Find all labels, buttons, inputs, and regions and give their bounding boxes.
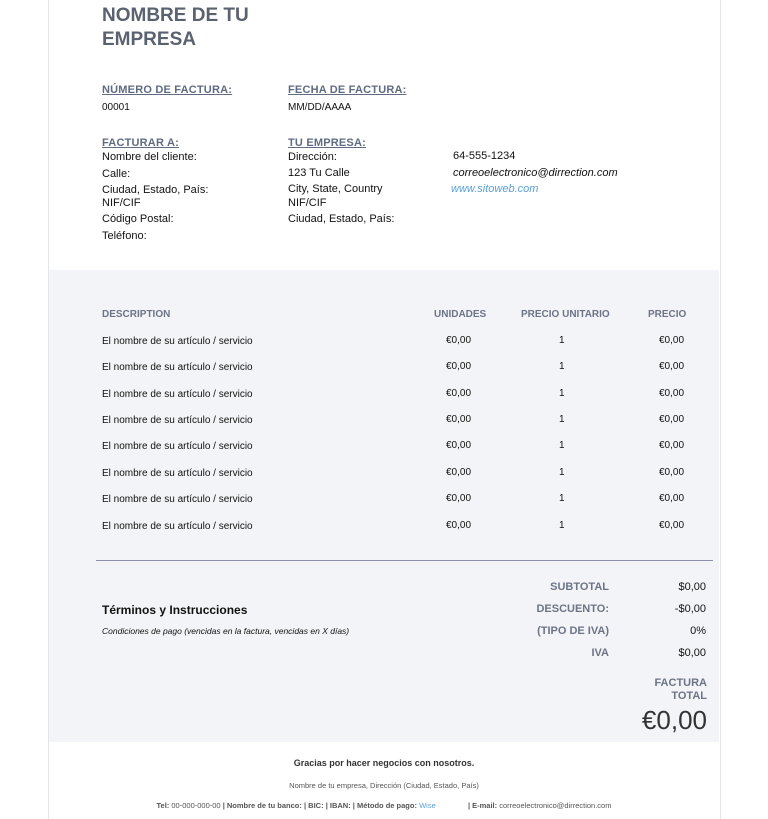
discount-label: DESCUENTO: bbox=[536, 603, 609, 615]
row-price: €0,00 bbox=[659, 440, 685, 451]
invoice-number-label: NÚMERO DE FACTURA: bbox=[102, 84, 233, 96]
row-unit-price: 1 bbox=[559, 467, 565, 478]
row-price: €0,00 bbox=[659, 467, 685, 478]
row-unit-price: 1 bbox=[559, 388, 565, 399]
totals-divider bbox=[96, 560, 713, 561]
row-units: €0,00 bbox=[446, 414, 472, 425]
footer-tel-value: 00-000-000-00 bbox=[171, 801, 221, 810]
row-description: El nombre de su artículo / servicio bbox=[102, 521, 253, 532]
bill-to-label: FACTURAR A: bbox=[102, 137, 179, 149]
row-unit-price: 1 bbox=[559, 520, 565, 531]
total-label-line2: TOTAL bbox=[671, 690, 707, 702]
row-units: €0,00 bbox=[446, 520, 472, 531]
row-units: €0,00 bbox=[446, 361, 472, 372]
col-header-units: UNIDADES bbox=[434, 309, 487, 320]
row-description: El nombre de su artículo / servicio bbox=[102, 494, 253, 505]
col-header-description: DESCRIPTION bbox=[102, 309, 171, 320]
tax-value: $0,00 bbox=[678, 647, 706, 659]
row-price: €0,00 bbox=[659, 493, 685, 504]
row-unit-price: 1 bbox=[559, 335, 565, 346]
row-unit-price: 1 bbox=[559, 361, 565, 372]
row-units: €0,00 bbox=[446, 388, 472, 399]
your-company-line: NIF/CIF bbox=[288, 197, 327, 209]
row-description: El nombre de su artículo / servicio bbox=[102, 468, 253, 479]
tax-label: IVA bbox=[591, 647, 609, 659]
bill-to-line: Teléfono: bbox=[102, 230, 147, 242]
footer-iban-label: | IBAN: bbox=[325, 801, 351, 810]
company-website-link[interactable]: www.sitoweb.com bbox=[451, 183, 539, 195]
row-price: €0,00 bbox=[659, 335, 685, 346]
footer-address: Nombre de tu empresa, Dirección (Ciudad, Estado, País) bbox=[289, 781, 479, 790]
row-unit-price: 1 bbox=[559, 493, 565, 504]
tax-rate-value: 0% bbox=[690, 625, 706, 637]
company-name: NOMBRE DE TU EMPRESA bbox=[102, 5, 249, 50]
row-unit-price: 1 bbox=[559, 414, 565, 425]
footer-bic-label: | BIC: bbox=[303, 801, 324, 810]
footer-payment-label: | Método de pago: bbox=[352, 801, 417, 810]
your-company-line: City, State, Country bbox=[288, 183, 383, 195]
col-header-price: PRECIO bbox=[648, 309, 687, 320]
grand-total-value: €0,00 bbox=[641, 705, 707, 735]
your-company-line: 123 Tu Calle bbox=[288, 167, 350, 179]
footer-bank-label: | Nombre de tu banco: bbox=[222, 801, 302, 810]
bill-to-line: Nombre del cliente: bbox=[102, 151, 197, 163]
footer-email-value[interactable]: correoelectronico@dirrection.com bbox=[499, 801, 612, 810]
your-company-label: TU EMPRESA: bbox=[288, 137, 366, 149]
your-company-line: Ciudad, Estado, País: bbox=[288, 213, 395, 225]
row-price: €0,00 bbox=[659, 520, 685, 531]
your-company-line: Dirección: bbox=[288, 151, 337, 163]
terms-text: Condiciones de pago (vencidas en la factura, vencidas en X días) bbox=[102, 626, 350, 636]
row-unit-price: 1 bbox=[559, 440, 565, 451]
row-price: €0,00 bbox=[659, 388, 685, 399]
row-description: El nombre de su artículo / servicio bbox=[102, 336, 253, 347]
row-units: €0,00 bbox=[446, 467, 472, 478]
total-label-line1: FACTURA bbox=[654, 677, 707, 689]
subtotal-value: $0,00 bbox=[678, 581, 706, 593]
invoice-date-value: MM/DD/AAAA bbox=[288, 102, 352, 113]
row-description: El nombre de su artículo / servicio bbox=[102, 389, 253, 400]
row-price: €0,00 bbox=[659, 414, 685, 425]
row-price: €0,00 bbox=[659, 361, 685, 372]
bill-to-line: Ciudad, Estado, País: bbox=[102, 184, 209, 196]
company-phone: 64-555-1234 bbox=[453, 150, 516, 162]
row-units: €0,00 bbox=[446, 335, 472, 346]
invoice-date-label: FECHA DE FACTURA: bbox=[288, 84, 407, 96]
bill-to-line: NIF/CIF bbox=[102, 197, 141, 209]
footer-payment-link[interactable]: Wise bbox=[419, 801, 436, 810]
row-description: El nombre de su artículo / servicio bbox=[102, 362, 253, 373]
footer-email-label: | E-mail: bbox=[467, 801, 498, 810]
company-email[interactable]: correoelectronico@dirrection.com bbox=[453, 167, 618, 179]
row-units: €0,00 bbox=[446, 493, 472, 504]
row-description: El nombre de su artículo / servicio bbox=[102, 441, 253, 452]
discount-value: -$0,00 bbox=[674, 603, 706, 615]
footer-tel-label: Tel: bbox=[156, 801, 170, 810]
col-header-unit-price: PRECIO UNITARIO bbox=[521, 309, 610, 320]
row-description: El nombre de su artículo / servicio bbox=[102, 415, 253, 426]
row-units: €0,00 bbox=[446, 440, 472, 451]
subtotal-label: SUBTOTAL bbox=[550, 581, 609, 593]
tax-rate-label: (TIPO DE IVA) bbox=[537, 625, 609, 637]
bill-to-line: Código Postal: bbox=[102, 213, 174, 225]
bill-to-line: Calle: bbox=[102, 168, 131, 180]
terms-title: Términos y Instrucciones bbox=[102, 603, 248, 617]
invoice-number-value: 00001 bbox=[102, 102, 130, 113]
footer-contact-line bbox=[49, 801, 719, 810]
footer-thanks: Gracias por hacer negocios con nosotros. bbox=[293, 758, 475, 768]
